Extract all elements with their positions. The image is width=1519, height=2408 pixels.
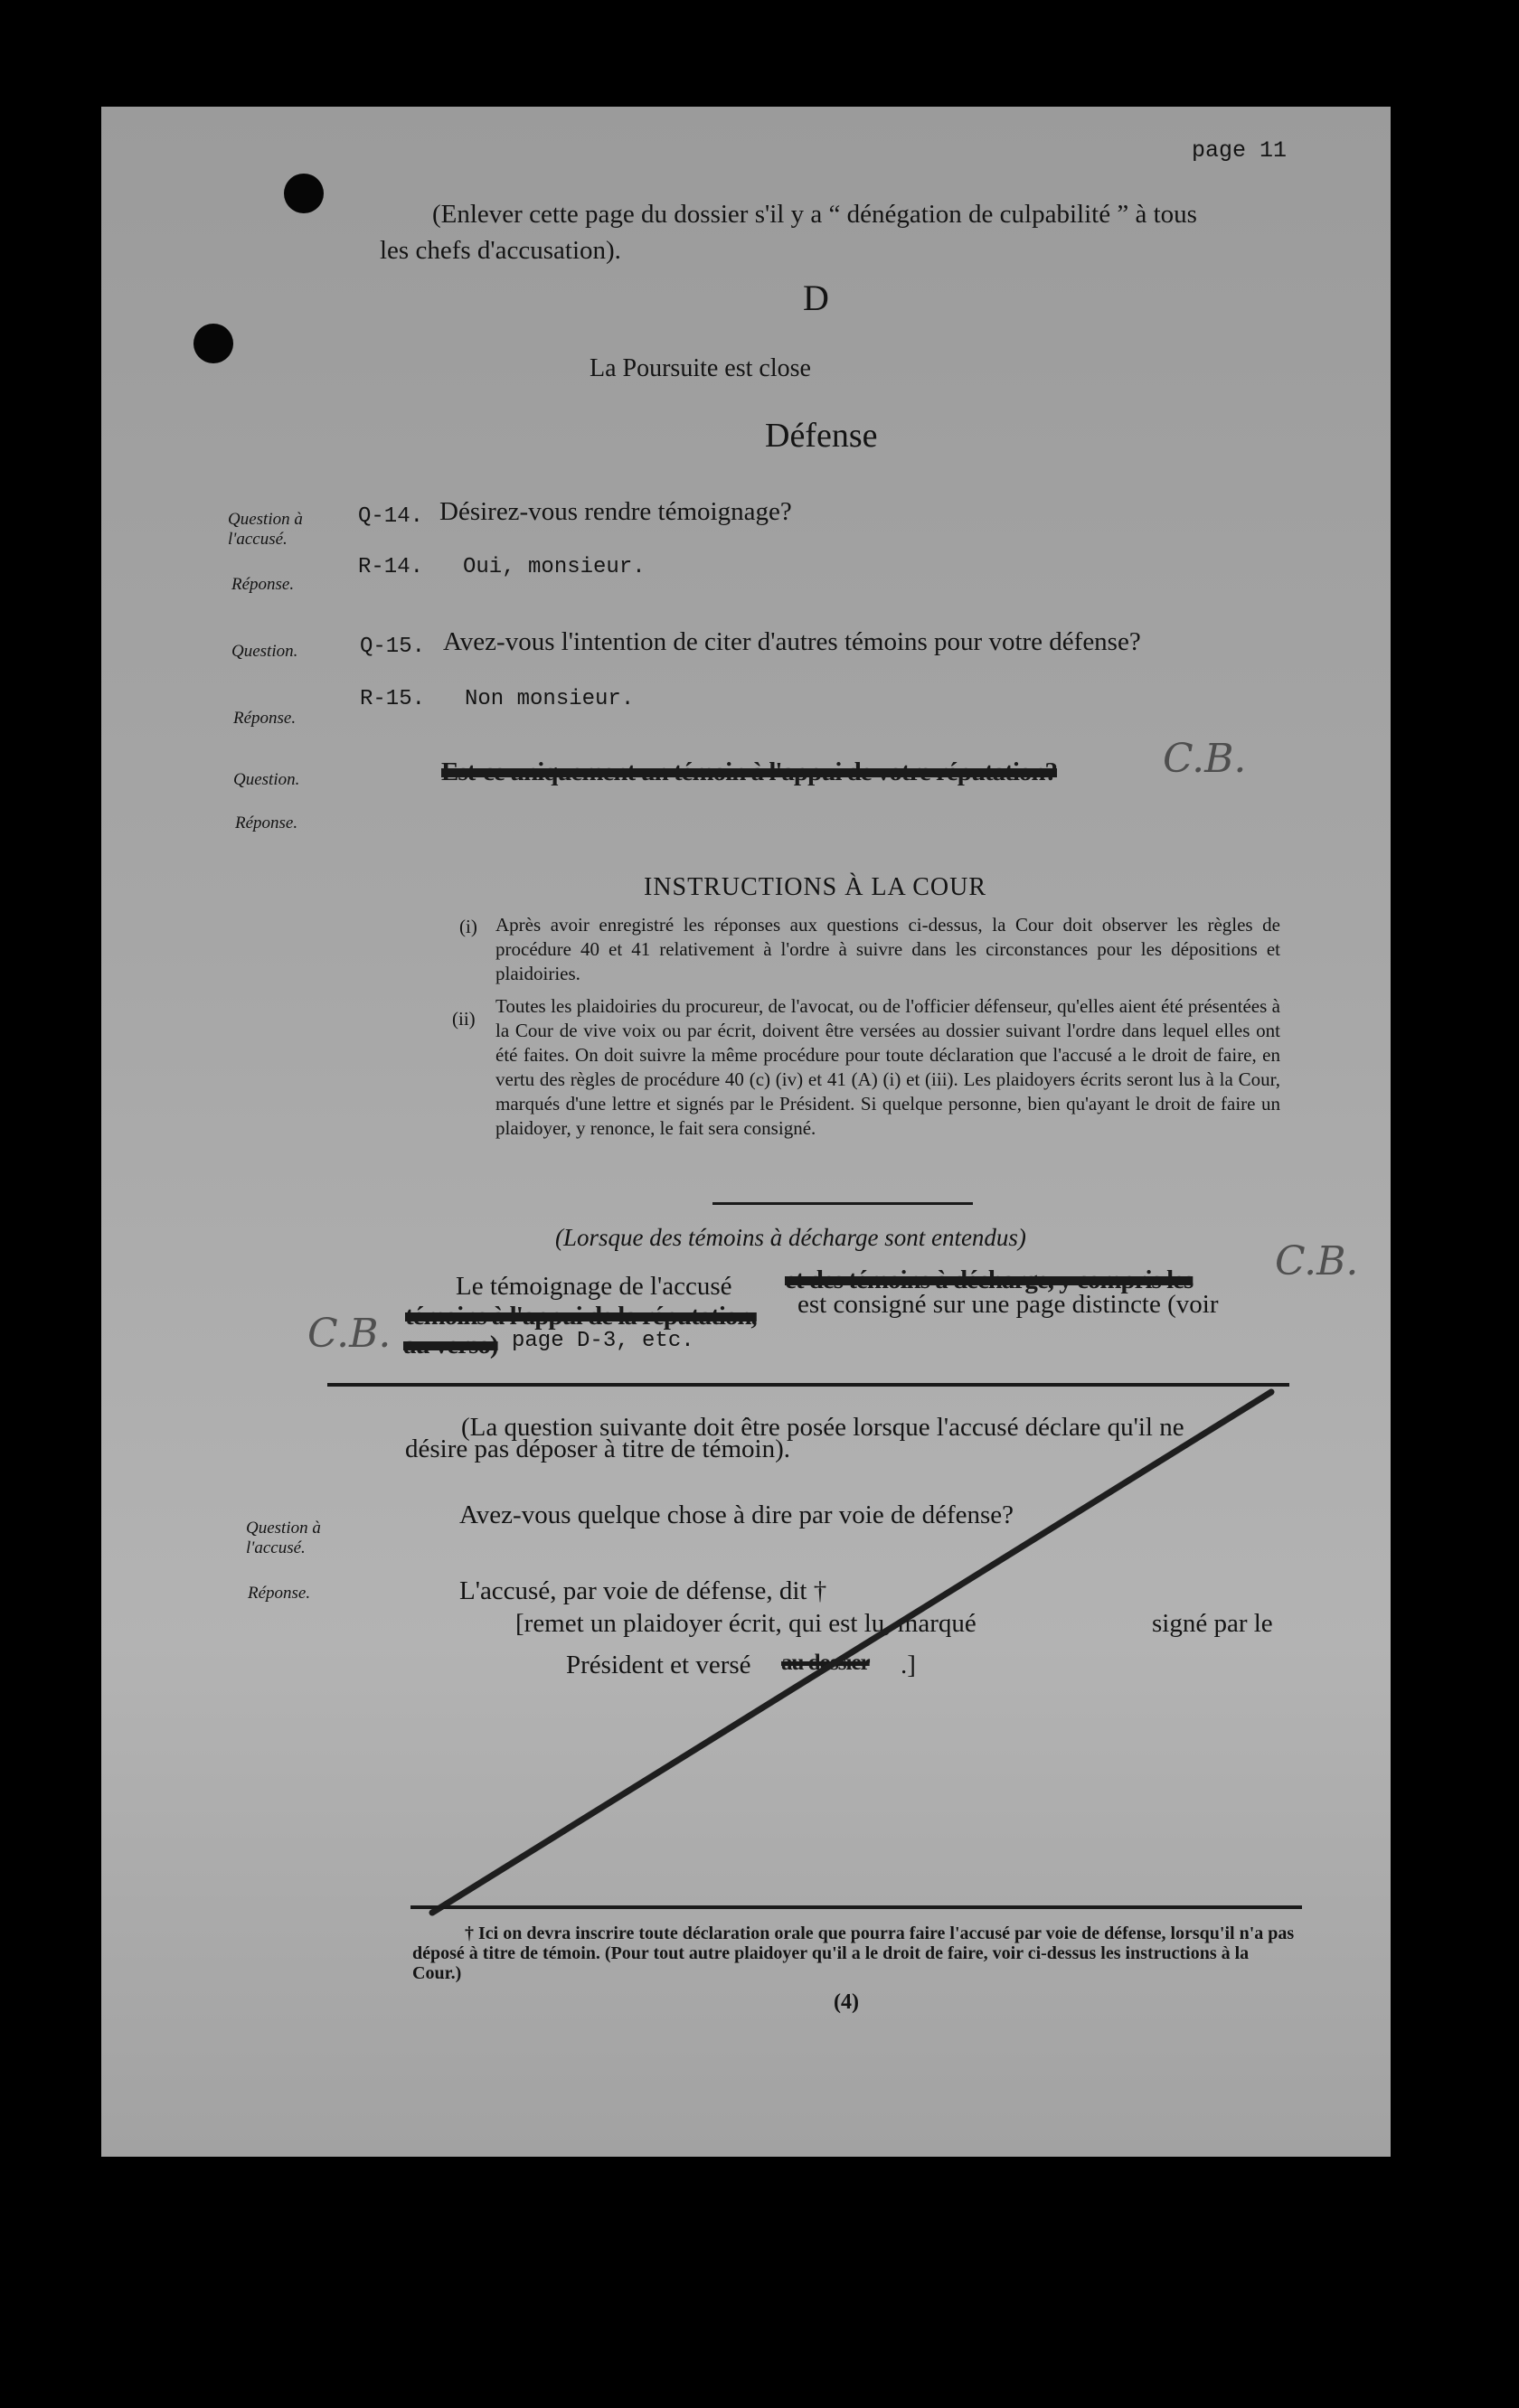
margin-label-question: Question.	[231, 642, 298, 661]
witness-text: Le témoignage de l'accusé	[456, 1272, 732, 1301]
answer-code: R-14.	[358, 555, 424, 579]
instruction-number: (i)	[459, 916, 477, 937]
witness-text-struck: témoins à l'appui de la réputation,	[405, 1302, 757, 1331]
instruction-number: (ii)	[452, 1008, 476, 1030]
handwritten-initials: C.B.	[307, 1311, 392, 1357]
witness-text-struck: et des témoins à décharge, y compris les	[785, 1265, 1194, 1294]
answer-text: Oui, monsieur.	[463, 555, 646, 579]
question-text: Avez-vous l'intention de citer d'autres témoins pour votre défense?	[443, 627, 1141, 656]
witness-text-struck: au verso)	[403, 1331, 498, 1359]
witness-text: est consigné sur une page distincte (voir	[797, 1290, 1219, 1319]
final-question: Avez-vous quelque chose à dire par voie de défense?	[459, 1500, 1014, 1529]
section-letter: D	[803, 277, 829, 318]
margin-label-answer: Réponse.	[233, 709, 297, 728]
margin-label-answer: Réponse.	[231, 575, 295, 594]
bracket-note: signé par le	[1152, 1609, 1273, 1638]
margin-label-answer: Réponse.	[248, 1584, 311, 1603]
margin-label-answer: Réponse.	[235, 814, 298, 832]
no-deposition-note-cont: désire pas déposer à titre de témoin).	[405, 1434, 790, 1463]
footnote: † Ici on devra inscrire toute déclaration orale que pourra faire l'accusé par voie de défense, lorsqu'il n'a pas déposé à titre de témoin. (Pour tout autre plaidoyer qu'il a le droit de faire, voir ci-dessus les instructions à la Cour.)	[412, 1924, 1295, 1983]
form-number: (4)	[834, 1990, 859, 2014]
bracket-note: [remet un plaidoyer écrit, qui est lu, marqué	[515, 1609, 976, 1638]
margin-label-question: Question à l'accusé.	[246, 1519, 321, 1557]
footnote-rule	[410, 1905, 1302, 1909]
defence-title: Défense	[765, 417, 878, 455]
question-code: Q-14.	[358, 504, 424, 529]
margin-label-question: Question.	[233, 770, 300, 789]
no-deposition-note: (La question suivante doit être posée lorsque l'accusé déclare qu'il ne	[461, 1413, 1184, 1442]
witness-heading: (Lorsque des témoins à décharge sont entendus)	[555, 1224, 1026, 1251]
answer-code: R-15.	[360, 687, 426, 711]
margin-label-question: Question à l'accusé.	[228, 510, 303, 549]
question-code: Q-15.	[360, 635, 426, 659]
handwritten-initials: C.B.	[1275, 1238, 1359, 1284]
instruction-ii: Toutes les plaidoiries du procureur, de l'avocat, ou de l'officier défenseur, qu'elles aient été présentées à la Cour de vive voix ou par écrit, doivent être versées au dossier suivant l'ordre dans lequel elles ont été faites. On doit suivre la même procédure pour toute déclaration que l'accusé a le droit de faire, en vertu des règles de procédure 40 (c) (iv) et 41 (A) (i) et (iii). Les plaidoyers écrits seront lus à la Cour, marqués d'une lettre et signés par le Président. Si quelque personne, bien qu'ayant le droit de faire un plaidoyer, y renonce, le fait sera consigné.	[495, 995, 1280, 1139]
final-answer: L'accusé, par voie de défense, dit †	[459, 1576, 827, 1605]
page-number: page 11	[1192, 137, 1288, 164]
instructions-heading: INSTRUCTIONS À LA COUR	[644, 873, 987, 901]
instruction-i: Après avoir enregistré les réponses aux questions ci-dessus, la Cour doit observer les règles de procédure 40 et 41 relativement à l'ordre à suivre dans les circonstances pour les dépositions et plaidoiries.	[495, 914, 1280, 984]
bracket-note: Président et versé	[566, 1651, 751, 1679]
bracket-note-struck: au dossier	[781, 1651, 870, 1675]
intro-note-cont: les chefs d'accusation).	[380, 236, 621, 265]
witness-page-ref: page D-3, etc.	[512, 1329, 694, 1353]
bracket-note: .]	[901, 1651, 916, 1679]
handwritten-initials: C.B.	[1163, 736, 1247, 782]
struck-question: Est-ce uniquement un témoin à l'appui de votre réputation?	[441, 757, 1058, 786]
prosecution-closed: La Poursuite est close	[590, 354, 811, 382]
intro-note: (Enlever cette page du dossier s'il y a “ dénégation de culpabilité ” à tous	[432, 200, 1197, 229]
question-text: Désirez-vous rendre témoignage?	[439, 497, 792, 526]
answer-text: Non monsieur.	[465, 687, 635, 711]
